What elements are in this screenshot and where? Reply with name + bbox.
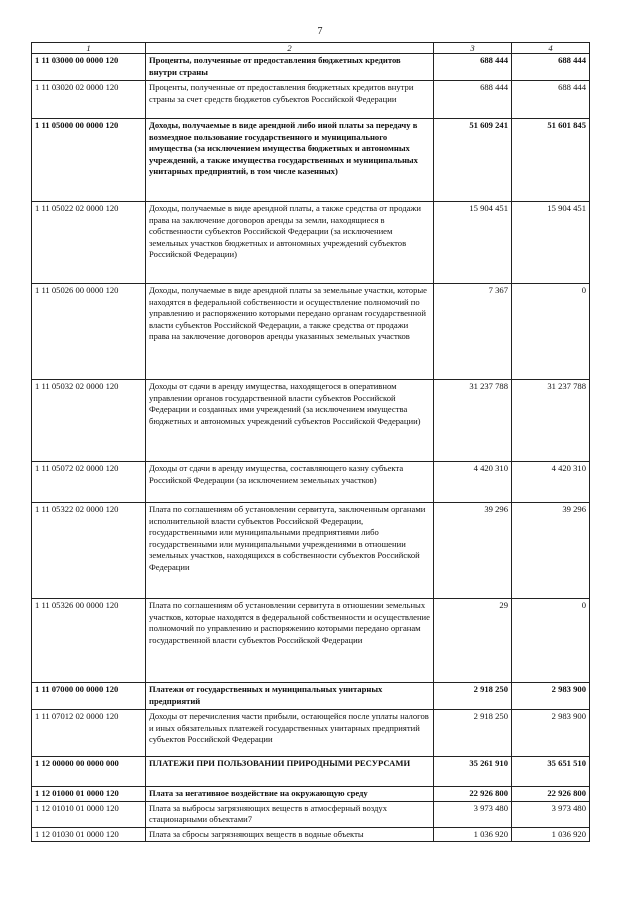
row-name-cell: Доходы, получаемые в виде арендной платы, а также средства от продажи права на заключение договоров аренды за земли, находящиеся в собственности субъектов Российской Федерации (за исключением земельных участков бюджетных и автономных учреждений субъектов Российской Федерации) bbox=[146, 202, 434, 284]
row-amount-3-cell: 39 296 bbox=[434, 503, 512, 599]
row-amount-4-cell: 688 444 bbox=[512, 54, 590, 81]
row-name-cell: ПЛАТЕЖИ ПРИ ПОЛЬЗОВАНИИ ПРИРОДНЫМИ РЕСУРСАМИ bbox=[146, 757, 434, 787]
table-row bbox=[32, 757, 590, 787]
row-amount-4-cell: 39 296 bbox=[512, 503, 590, 599]
revenue-table-body bbox=[32, 43, 590, 842]
row-amount-3-cell: 31 237 788 bbox=[434, 380, 512, 462]
table-row bbox=[32, 683, 590, 710]
row-amount-4-cell: 0 bbox=[512, 284, 590, 380]
table-row bbox=[32, 787, 590, 802]
row-amount-3-cell: 15 904 451 bbox=[434, 202, 512, 284]
row-code-cell: 1 12 00000 00 0000 000 bbox=[32, 757, 146, 787]
row-amount-4-cell: 2 983 900 bbox=[512, 683, 590, 710]
row-code-cell: 1 11 05072 02 0000 120 bbox=[32, 462, 146, 503]
row-amount-3-cell: 4 420 310 bbox=[434, 462, 512, 503]
row-amount-3-cell: 2 918 250 bbox=[434, 683, 512, 710]
row-amount-4-cell: 3 973 480 bbox=[512, 801, 590, 827]
row-amount-4-cell: 51 601 845 bbox=[512, 119, 590, 202]
row-code-cell: 1 11 07000 00 0000 120 bbox=[32, 683, 146, 710]
row-code-cell: 1 11 05022 02 0000 120 bbox=[32, 202, 146, 284]
table-row bbox=[32, 202, 590, 284]
row-code-cell: 1 11 07012 02 0000 120 bbox=[32, 710, 146, 757]
row-amount-3-cell: 1 036 920 bbox=[434, 827, 512, 842]
row-amount-4-cell: 15 904 451 bbox=[512, 202, 590, 284]
row-code-cell: 1 11 05032 02 0000 120 bbox=[32, 380, 146, 462]
row-amount-4-cell: 35 651 510 bbox=[512, 757, 590, 787]
row-amount-3-cell: 3 973 480 bbox=[434, 801, 512, 827]
row-name-cell: Проценты, полученные от предоставления бюджетных кредитов внутри страны за счет средств бюджетов субъектов Российской Федерации bbox=[146, 81, 434, 119]
row-code-cell: 1 11 05326 00 0000 120 bbox=[32, 599, 146, 683]
row-name-cell: Плата за сбросы загрязняющих веществ в водные объекты bbox=[146, 827, 434, 842]
row-name-cell: Доходы, получаемые в виде арендной платы за земельные участки, которые находятся в федеральной собственности и осуществление полномочий по управлению и распоряжению которыми передано органам государственной власти субъектов Российской Федерации, а также средства от продажи права на заключение договоров аренды указанных земельных участков bbox=[146, 284, 434, 380]
row-name-cell: Доходы, получаемые в виде арендной либо иной платы за передачу в возмездное пользование государственного и муниципального имущества (за исключением имущества бюджетных и автономных учреждений, а также имущества государственных и муниципальных унитарных предприятий, в том числе казенных) bbox=[146, 119, 434, 202]
column-header-4: 4 bbox=[512, 43, 590, 54]
table-row bbox=[32, 462, 590, 503]
column-number-row bbox=[32, 43, 590, 54]
table-row bbox=[32, 81, 590, 119]
revenue-table bbox=[31, 42, 590, 842]
column-header-3: 3 bbox=[434, 43, 512, 54]
table-row bbox=[32, 119, 590, 202]
table-row bbox=[32, 599, 590, 683]
table-row bbox=[32, 380, 590, 462]
row-amount-4-cell: 2 983 900 bbox=[512, 710, 590, 757]
row-code-cell: 1 12 01010 01 0000 120 bbox=[32, 801, 146, 827]
row-code-cell: 1 11 05322 02 0000 120 bbox=[32, 503, 146, 599]
row-amount-3-cell: 22 926 800 bbox=[434, 787, 512, 802]
column-header-2: 2 bbox=[146, 43, 434, 54]
table-row bbox=[32, 503, 590, 599]
page-number: 7 bbox=[317, 26, 323, 37]
row-name-cell: Проценты, полученные от предоставления бюджетных кредитов внутри страны bbox=[146, 54, 434, 81]
row-amount-4-cell: 22 926 800 bbox=[512, 787, 590, 802]
row-code-cell: 1 11 05026 00 0000 120 bbox=[32, 284, 146, 380]
row-code-cell: 1 12 01030 01 0000 120 bbox=[32, 827, 146, 842]
row-amount-4-cell: 1 036 920 bbox=[512, 827, 590, 842]
row-code-cell: 1 11 03020 02 0000 120 bbox=[32, 81, 146, 119]
row-name-cell: Доходы от сдачи в аренду имущества, составляющего казну субъекта Российской Федерации (за исключением земельных участков) bbox=[146, 462, 434, 503]
table-row bbox=[32, 710, 590, 757]
row-code-cell: 1 11 05000 00 0000 120 bbox=[32, 119, 146, 202]
row-name-cell: Плата по соглашениям об установлении сервитута, заключенным органами исполнительной власти субъектов Российской Федерации, государственными или муниципальными предприятиями либо государственными или муниципальными учреждениями в отношении земельных участков, находящихся в собственности субъектов Российской Федерации bbox=[146, 503, 434, 599]
row-amount-3-cell: 35 261 910 bbox=[434, 757, 512, 787]
row-amount-4-cell: 31 237 788 bbox=[512, 380, 590, 462]
row-name-cell: Доходы от сдачи в аренду имущества, находящегося в оперативном управлении органов государственной власти субъектов Российской Федерации и созданных ими учреждений (за исключением имущества бюджетных и автономных учреждений субъектов Российской Федерации) bbox=[146, 380, 434, 462]
table-row bbox=[32, 284, 590, 380]
row-name-cell: Плата за негативное воздействие на окружающую среду bbox=[146, 787, 434, 802]
row-code-cell: 1 11 03000 00 0000 120 bbox=[32, 54, 146, 81]
row-amount-4-cell: 688 444 bbox=[512, 81, 590, 119]
row-amount-3-cell: 688 444 bbox=[434, 81, 512, 119]
row-name-cell: Платежи от государственных и муниципальных унитарных предприятий bbox=[146, 683, 434, 710]
row-name-cell: Плата за выбросы загрязняющих веществ в атмосферный воздух стационарными объектами7 bbox=[146, 801, 434, 827]
row-amount-3-cell: 2 918 250 bbox=[434, 710, 512, 757]
table-row bbox=[32, 54, 590, 81]
row-amount-4-cell: 4 420 310 bbox=[512, 462, 590, 503]
row-amount-3-cell: 7 367 bbox=[434, 284, 512, 380]
row-amount-3-cell: 688 444 bbox=[434, 54, 512, 81]
row-code-cell: 1 12 01000 01 0000 120 bbox=[32, 787, 146, 802]
table-row bbox=[32, 801, 590, 827]
row-amount-4-cell: 0 bbox=[512, 599, 590, 683]
row-amount-3-cell: 51 609 241 bbox=[434, 119, 512, 202]
column-header-1: 1 bbox=[32, 43, 146, 54]
row-name-cell: Плата по соглашениям об установлении сервитута в отношении земельных участков, которые находятся в федеральной собственности и осуществление полномочий по управлению и распоряжению которыми передано органам государственной власти субъектов Российской Федерации bbox=[146, 599, 434, 683]
row-name-cell: Доходы от перечисления части прибыли, остающейся после уплаты налогов и иных обязательных платежей государственных унитарных предприятий субъектов Российской Федерации bbox=[146, 710, 434, 757]
table-row bbox=[32, 827, 590, 842]
row-amount-3-cell: 29 bbox=[434, 599, 512, 683]
